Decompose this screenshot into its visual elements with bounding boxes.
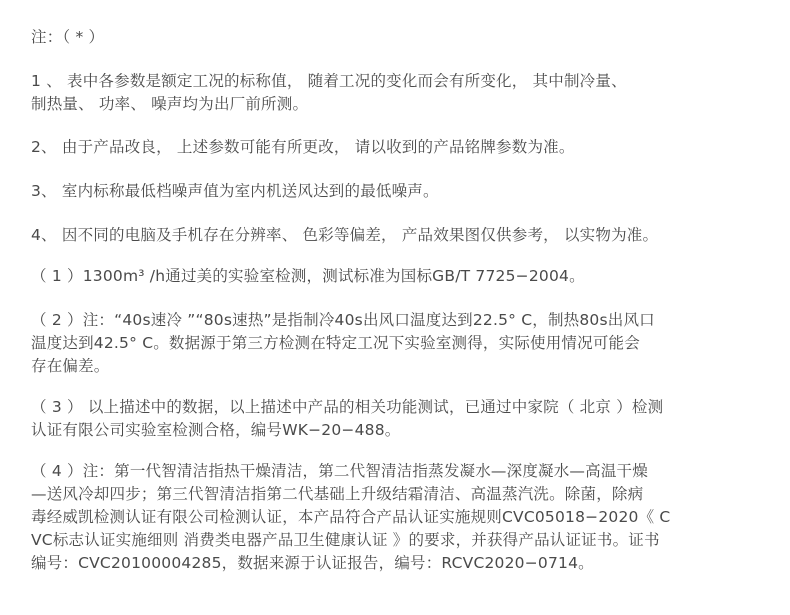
note-line: 毒经威凯检测认证有限公司检测认证，本产品符合产品认证实施规则CVC05018−2020《 C: [31, 508, 671, 526]
note-line: 1 、 表中各参数是额定工况的标称值， 随着工况的变化而会有所变化， 其中制冷量、: [31, 72, 627, 90]
note-item-4: [31, 224, 771, 247]
note-line: VC标志认证实施细则 消费类电器产品卫生健康认证 》的要求，并获得产品认证证书。证书: [31, 531, 660, 549]
note-line: （ 3 ） 以上描述中的数据，以上描述中产品的相关功能测试，已通过中家院（ 北京 ）检测: [31, 398, 664, 416]
note-line: 认证有限公司实验室检测合格，编号WK−20−488。: [31, 421, 401, 439]
note-item-3: [31, 180, 771, 203]
note-line: 3、 室内标称最低档噪声值为室内机送风达到的最低噪声。: [31, 182, 439, 200]
note-item-6: [31, 309, 771, 378]
note-line: 制热量、 功率、 噪声均为出厂前所测。: [31, 95, 309, 113]
notes-heading: [31, 26, 771, 49]
note-item-1: [31, 70, 771, 116]
note-item-7: [31, 396, 771, 442]
note-line: 编号：CVC20100004285，数据来源于认证报告，编号：RCVC2020−0714。: [31, 554, 594, 572]
note-line: 4、 因不同的电脑及手机存在分辨率、 色彩等偏差， 产品效果图仅供参考， 以实物为准。: [31, 226, 659, 244]
note-line: 温度达到42.5° C。数据源于第三方检测在特定工况下实验室测得，实际使用情况可能会: [31, 334, 640, 352]
note-line: （ 4 ）注：第一代智清洁指热干燥清洁，第二代智清洁指蒸发凝水—深度凝水—高温干燥: [31, 462, 648, 480]
note-line: （ 2 ）注：“40s速冷 ”“80s速热”是指制冷40s出风口温度达到22.5° C，制热80s出风口: [31, 311, 655, 329]
note-line: 2、 由于产品改良， 上述参数可能有所更改， 请以收到的产品铭牌参数为准。: [31, 138, 575, 156]
note-item-8: [31, 460, 771, 575]
note-item-5: [31, 265, 771, 288]
note-item-2: [31, 136, 771, 159]
note-line: —送风冷却四步；第三代智清洁指第二代基础上升级结霜清洁、高温蒸汽洗。除菌，除病: [31, 485, 644, 503]
note-line: （ 1 ）1300m³ /h通过美的实验室检测，测试标准为国标GB/T 7725−2004。: [31, 267, 585, 285]
notes-heading-text: 注：（ * ）: [31, 28, 105, 46]
note-line: 存在偏差。: [31, 357, 110, 375]
